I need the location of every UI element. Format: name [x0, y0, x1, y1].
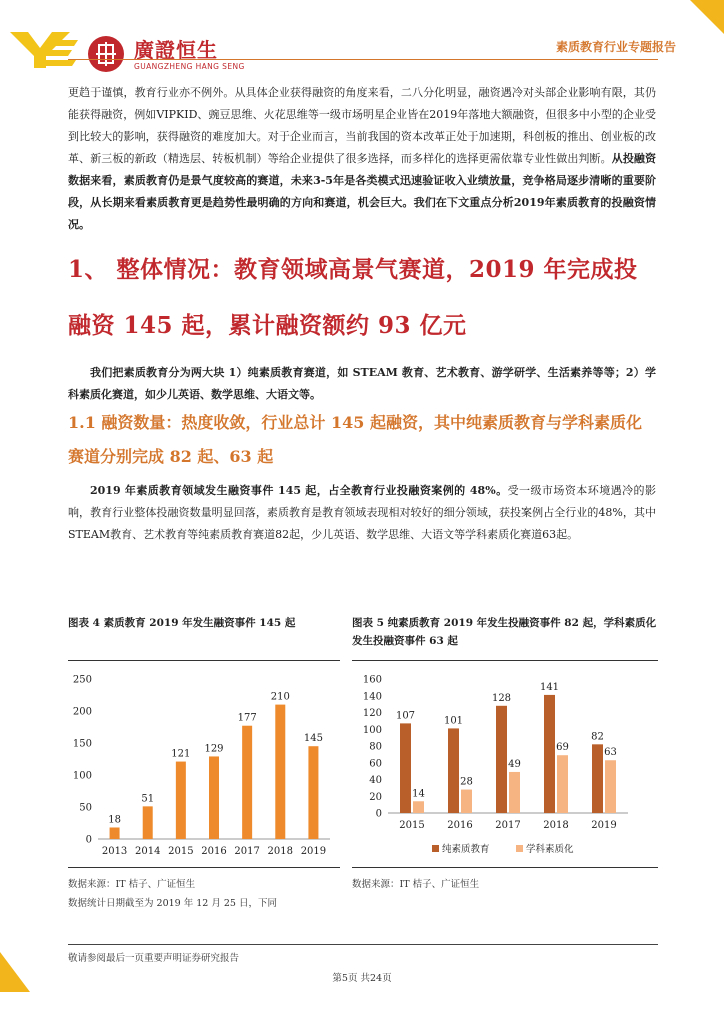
- bar: [110, 827, 120, 839]
- data-label: 28: [460, 776, 473, 788]
- bar: [400, 723, 411, 813]
- bar: [143, 806, 153, 839]
- y-tick-label: 60: [369, 758, 382, 770]
- data-label: 129: [204, 743, 224, 755]
- figure-4-source: 数据来源：IT 桔子、广证恒生: [68, 879, 196, 890]
- legend-label: 学科素质化: [526, 844, 574, 855]
- x-tick-label: 2018: [543, 820, 569, 831]
- y-tick-label: 50: [79, 802, 92, 814]
- footer-divider: [68, 944, 658, 945]
- data-label: 18: [108, 814, 121, 826]
- paragraph-bold-text: 我们把素质教育分为两大块 1）纯素质教育赛道，如 STEAM 教育、艺术教育、游学研学、生活素养等等；2）学科素质化赛道，如少儿英语、数学思维、大语文等。: [68, 366, 656, 401]
- figure-5-source: 数据来源：IT 桔子、广证恒生: [352, 879, 480, 890]
- paragraph-bold-text: 从投融资数据来看，素质教育仍是景气度较高的赛道，未来3-5年是各类模式迅速验证收入业绩放量，竞争格局逐步清晰的重要阶段，从长期来看素质教育更是趋势性最明确的方向和赛道，机会巨大。我们在下文重点分析2019年素质教育的投融资情况。: [68, 152, 657, 231]
- report-category: 素质教育行业专题报告: [555, 40, 676, 54]
- data-label: 141: [539, 681, 560, 693]
- y-tick-label: 160: [362, 674, 382, 686]
- bar: [496, 706, 507, 813]
- legend-swatch: [516, 845, 523, 852]
- brand-name-en: GUANGZHENG HANG SENG: [134, 62, 245, 71]
- data-label: 82: [591, 731, 604, 743]
- legend-swatch: [432, 845, 439, 852]
- section-heading-1: 1、 整体情况：教育领域高景气赛道，2019 年完成投融资 145 起，累计融资额约 93 亿元: [68, 256, 638, 339]
- bar: [308, 746, 318, 839]
- data-label: 107: [395, 710, 416, 722]
- bar: [275, 705, 285, 839]
- bar: [461, 790, 472, 813]
- y-tick-label: 150: [72, 738, 92, 750]
- x-tick-label: 2019: [591, 820, 617, 831]
- data-label: 49: [508, 758, 521, 770]
- bar: [592, 744, 603, 813]
- bar: [544, 695, 555, 813]
- corner-decoration-icon: [0, 952, 30, 992]
- footer-disclaimer: 敬请参阅最后一页重要声明证券研究报告: [68, 953, 240, 964]
- bar: [209, 756, 219, 839]
- bar: [509, 772, 520, 813]
- section-heading-1-1: 1.1 融资数量：热度收敛，行业总计 145 起融资，其中纯素质教育与学科素质化赛道分别完成 82 起、63 起: [68, 413, 642, 466]
- y-tick-label: 0: [375, 808, 382, 820]
- data-label: 121: [171, 748, 191, 760]
- y-tick-label: 100: [72, 770, 92, 782]
- legend-label: 纯素质教育: [442, 844, 490, 855]
- y-tick-label: 100: [362, 724, 382, 736]
- header-divider: [68, 59, 658, 60]
- paragraph-financing-overview: [68, 82, 656, 236]
- data-label: 51: [141, 793, 155, 805]
- paragraph-financing-count: [68, 480, 656, 546]
- bar: [448, 728, 459, 813]
- x-tick-label: 2017: [234, 846, 260, 857]
- brand-seal-icon: [88, 36, 124, 72]
- company-logo-icon: [10, 30, 80, 70]
- x-tick-label: 2015: [399, 820, 425, 831]
- data-label: 177: [237, 712, 257, 724]
- paragraph-text: 更趋于谨慎，教育行业亦不例外。从具体企业获得融资的角度来看，二八分化明显，融资遇冷对头部企业影响有限，其仍能获得融资，例如VIPKID、豌豆思维、火花思维等一级市场明星企业皆在2019年落地大额融资，但很多中小型的企业受到比较大的影响，获得融资的难度加大。对于企业而言，当前我国的资本改革正处于加速期，科创板的推出、创业板的改革、新三板的新政（精选层、转板机制）等给企业提供了很多选择，而多样化的选择更需依靠专业性做出判断。: [68, 86, 656, 165]
- data-label: 210: [270, 691, 290, 703]
- page-header: [0, 0, 724, 82]
- bar: [413, 801, 424, 813]
- figure-5-title: 图表 5 纯素质教育 2019 年发生投融资事件 82 起，学科素质化发生投融资事件 63 起: [352, 617, 657, 647]
- y-tick-label: 20: [369, 791, 382, 803]
- y-tick-label: 120: [362, 708, 382, 719]
- figure-4-svg: [68, 661, 340, 867]
- y-tick-label: 40: [369, 775, 382, 786]
- y-tick-label: 140: [362, 691, 382, 703]
- bar: [605, 760, 616, 813]
- figure-5-chart: [352, 660, 658, 868]
- x-tick-label: 2016: [447, 820, 473, 831]
- y-tick-label: 0: [85, 834, 92, 846]
- bar: [176, 762, 186, 839]
- figure-4-chart: [68, 660, 340, 868]
- bar: [557, 755, 568, 813]
- y-tick-label: 250: [72, 674, 92, 686]
- x-tick-label: 2013: [101, 846, 128, 857]
- x-tick-label: 2017: [495, 820, 521, 831]
- data-label: 101: [443, 715, 464, 727]
- data-label: 145: [303, 733, 323, 745]
- data-label: 63: [604, 747, 617, 759]
- x-tick-label: 2015: [168, 846, 194, 857]
- figure-4-note: 数据统计日期截至为 2019 年 12 月 25 日，下同: [68, 898, 277, 909]
- y-tick-label: 200: [72, 706, 92, 718]
- paragraph-bold-text: 2019 年素质教育领域发生融资事件 145 起，占全教育行业投融资案例的 48%。: [90, 484, 508, 497]
- figure-5-svg: [352, 661, 658, 867]
- bar: [242, 726, 252, 839]
- page-number: 第5页 共24页: [332, 973, 392, 984]
- x-tick-label: 2019: [300, 846, 327, 857]
- x-tick-label: 2014: [134, 846, 161, 857]
- data-label: 69: [556, 742, 569, 754]
- paragraph-text: 受一级市场资本环境遇冷的影响，教育行业整体投融资数量明显回落，素质教育是教育领域表现相对较好的细分领域，获投案例占全行业的48%，其中STEAM教育、艺术教育等纯素质教育赛道82起，少儿英语、数学思维、大语文等学科素质化赛道63起。: [68, 484, 657, 541]
- corner-decoration-icon: [690, 0, 724, 34]
- x-tick-label: 2016: [201, 846, 227, 857]
- article-body: [68, 82, 656, 546]
- brand-name-cn: 廣證恒生: [134, 38, 218, 62]
- paragraph-segments: [68, 362, 656, 406]
- figure-4-title: 图表 4 素质教育 2019 年发生融资事件 145 起: [68, 617, 296, 629]
- data-label: 128: [491, 692, 512, 704]
- y-tick-label: 80: [369, 741, 382, 753]
- data-label: 14: [412, 788, 425, 800]
- x-tick-label: 2018: [267, 846, 294, 857]
